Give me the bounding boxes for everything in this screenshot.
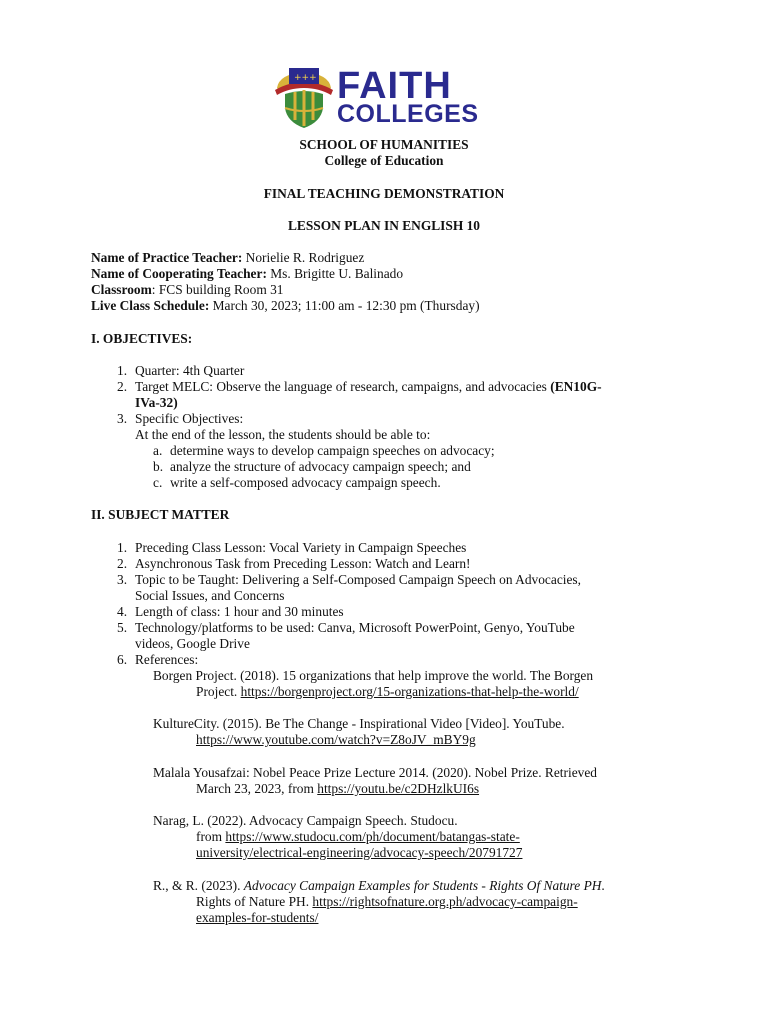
reference-1-line1: Borgen Project. (2018). 15 organizations that help improve the world. The Borgen <box>153 668 594 683</box>
school-name: SCHOOL OF HUMANITIES <box>299 137 469 152</box>
subject-number-4: 4. <box>117 604 128 619</box>
svg-text:+++: +++ <box>294 73 317 83</box>
objective-number-1: 1. <box>117 363 128 378</box>
reference-4-line1: Narag, L. (2022). Advocacy Campaign Speech. Studocu. <box>153 813 458 828</box>
objective-item-3: Specific Objectives: <box>135 411 244 426</box>
subject-number-6: 6. <box>117 652 128 667</box>
sub-objective-c-letter: c. <box>153 475 163 490</box>
reference-5-line2 <box>196 894 578 910</box>
logo-text-colleges: COLLEGES <box>337 100 479 128</box>
schedule-line <box>91 298 480 314</box>
practice-teacher-value: Norielie R. Rodriguez <box>242 250 365 265</box>
reference-3-line1: Malala Yousafzai: Nobel Peace Prize Lecture 2014. (2020). Nobel Prize. Retrieved <box>153 765 597 780</box>
reference-5-source: Rights of Nature PH. <box>196 894 313 909</box>
objective-item-1: Quarter: 4th Quarter <box>135 363 245 378</box>
reference-5-line1 <box>153 878 605 894</box>
schedule-value: March 30, 2023; 11:00 am - 12:30 pm (Thursday) <box>209 298 480 313</box>
reference-5-dot: . <box>601 878 605 893</box>
reference-5-link-part2[interactable]: examples-for-students/ <box>196 910 319 925</box>
reference-5-title: Advocacy Campaign Examples for Students - Rights Of Nature PH <box>243 878 602 893</box>
sub-objective-a-letter: a. <box>153 443 163 458</box>
logo-text-faith: FAITH <box>337 65 452 107</box>
reference-3-line2 <box>196 781 479 797</box>
sub-objective-b-letter: b. <box>153 459 164 474</box>
reference-4-line2 <box>196 829 520 845</box>
schedule-label: Live Class Schedule: <box>91 298 210 313</box>
cooperating-teacher-line <box>91 266 403 282</box>
objective-item-2-text: Target MELC: Observe the language of research, campaigns, and advocacies <box>135 379 551 394</box>
shield-icon <box>275 68 333 130</box>
subject-item-3-line2: Social Issues, and Concerns <box>135 588 285 603</box>
reference-3-date: March 23, 2023, from <box>196 781 318 796</box>
reference-5-authors: R., & R. (2023). <box>153 878 244 893</box>
subject-item-5-line1: Technology/platforms to be used: Canva, Microsoft PowerPoint, Genyo, YouTube <box>135 620 575 635</box>
objective-number-2: 2. <box>117 379 128 394</box>
cooperating-teacher-label: Name of Cooperating Teacher: <box>91 266 267 281</box>
reference-2-link[interactable]: https://www.youtube.com/watch?v=Z8oJV_mBY9g <box>196 732 476 747</box>
subject-number-3: 3. <box>117 572 128 587</box>
subject-item-1: Preceding Class Lesson: Vocal Variety in Campaign Speeches <box>135 540 467 555</box>
subject-number-2: 2. <box>117 556 128 571</box>
practice-teacher-label: Name of Practice Teacher: <box>91 250 243 265</box>
objectives-heading: I. OBJECTIVES: <box>91 331 193 346</box>
reference-1-line2 <box>196 684 579 700</box>
subject-item-2: Asynchronous Task from Preceding Lesson: Watch and Learn! <box>135 556 471 571</box>
reference-4-link-part2[interactable]: university/electrical-engineering/advocacy-speech/20791727 <box>196 845 523 860</box>
reference-3-link[interactable]: https://youtu.be/c2DHzlkUI6s <box>317 781 480 796</box>
classroom-label: Classroom <box>91 282 152 297</box>
subject-item-4: Length of class: 1 hour and 30 minutes <box>135 604 344 619</box>
classroom-line <box>91 282 283 298</box>
sub-objective-c: write a self-composed advocacy campaign speech. <box>170 475 441 490</box>
reference-4-from: from <box>196 829 226 844</box>
reference-1-link[interactable]: https://borgenproject.org/15-organizations-that-help-the-world/ <box>240 684 579 699</box>
faith-colleges-logo <box>275 65 495 130</box>
objective-item-2 <box>135 379 602 395</box>
classroom-value: : FCS building Room 31 <box>151 282 284 297</box>
document-title: FINAL TEACHING DEMONSTRATION <box>263 186 505 201</box>
melc-code-part2: IVa-32) <box>135 395 178 410</box>
melc-code-part1: (EN10G- <box>550 379 602 394</box>
subject-number-5: 5. <box>117 620 128 635</box>
reference-4-link-part1[interactable]: https://www.studocu.com/ph/document/batangas-state- <box>225 829 520 844</box>
subject-number-1: 1. <box>117 540 128 555</box>
subject-item-3-line1: Topic to be Taught: Delivering a Self-Composed Campaign Speech on Advocacies, <box>135 572 581 587</box>
subject-matter-heading: II. SUBJECT MATTER <box>91 507 230 522</box>
college-name: College of Education <box>324 153 444 168</box>
sub-objective-a: determine ways to develop campaign speeches on advocacy; <box>170 443 495 458</box>
subject-item-6: References: <box>135 652 199 667</box>
reference-5-link-part1[interactable]: https://rightsofnature.org.ph/advocacy-campaign- <box>312 894 578 909</box>
practice-teacher-line <box>91 250 364 266</box>
subject-item-5-line2: videos, Google Drive <box>135 636 250 651</box>
reference-1-source: Project. <box>196 684 241 699</box>
objective-number-3: 3. <box>117 411 128 426</box>
sub-objective-b: analyze the structure of advocacy campaign speech; and <box>170 459 471 474</box>
document-subtitle: LESSON PLAN IN ENGLISH 10 <box>288 218 480 233</box>
reference-2-line1: KultureCity. (2015). Be The Change - Inspirational Video [Video]. YouTube. <box>153 716 565 731</box>
cooperating-teacher-value: Ms. Brigitte U. Balinado <box>266 266 404 281</box>
objectives-intro: At the end of the lesson, the students should be able to: <box>135 427 431 442</box>
